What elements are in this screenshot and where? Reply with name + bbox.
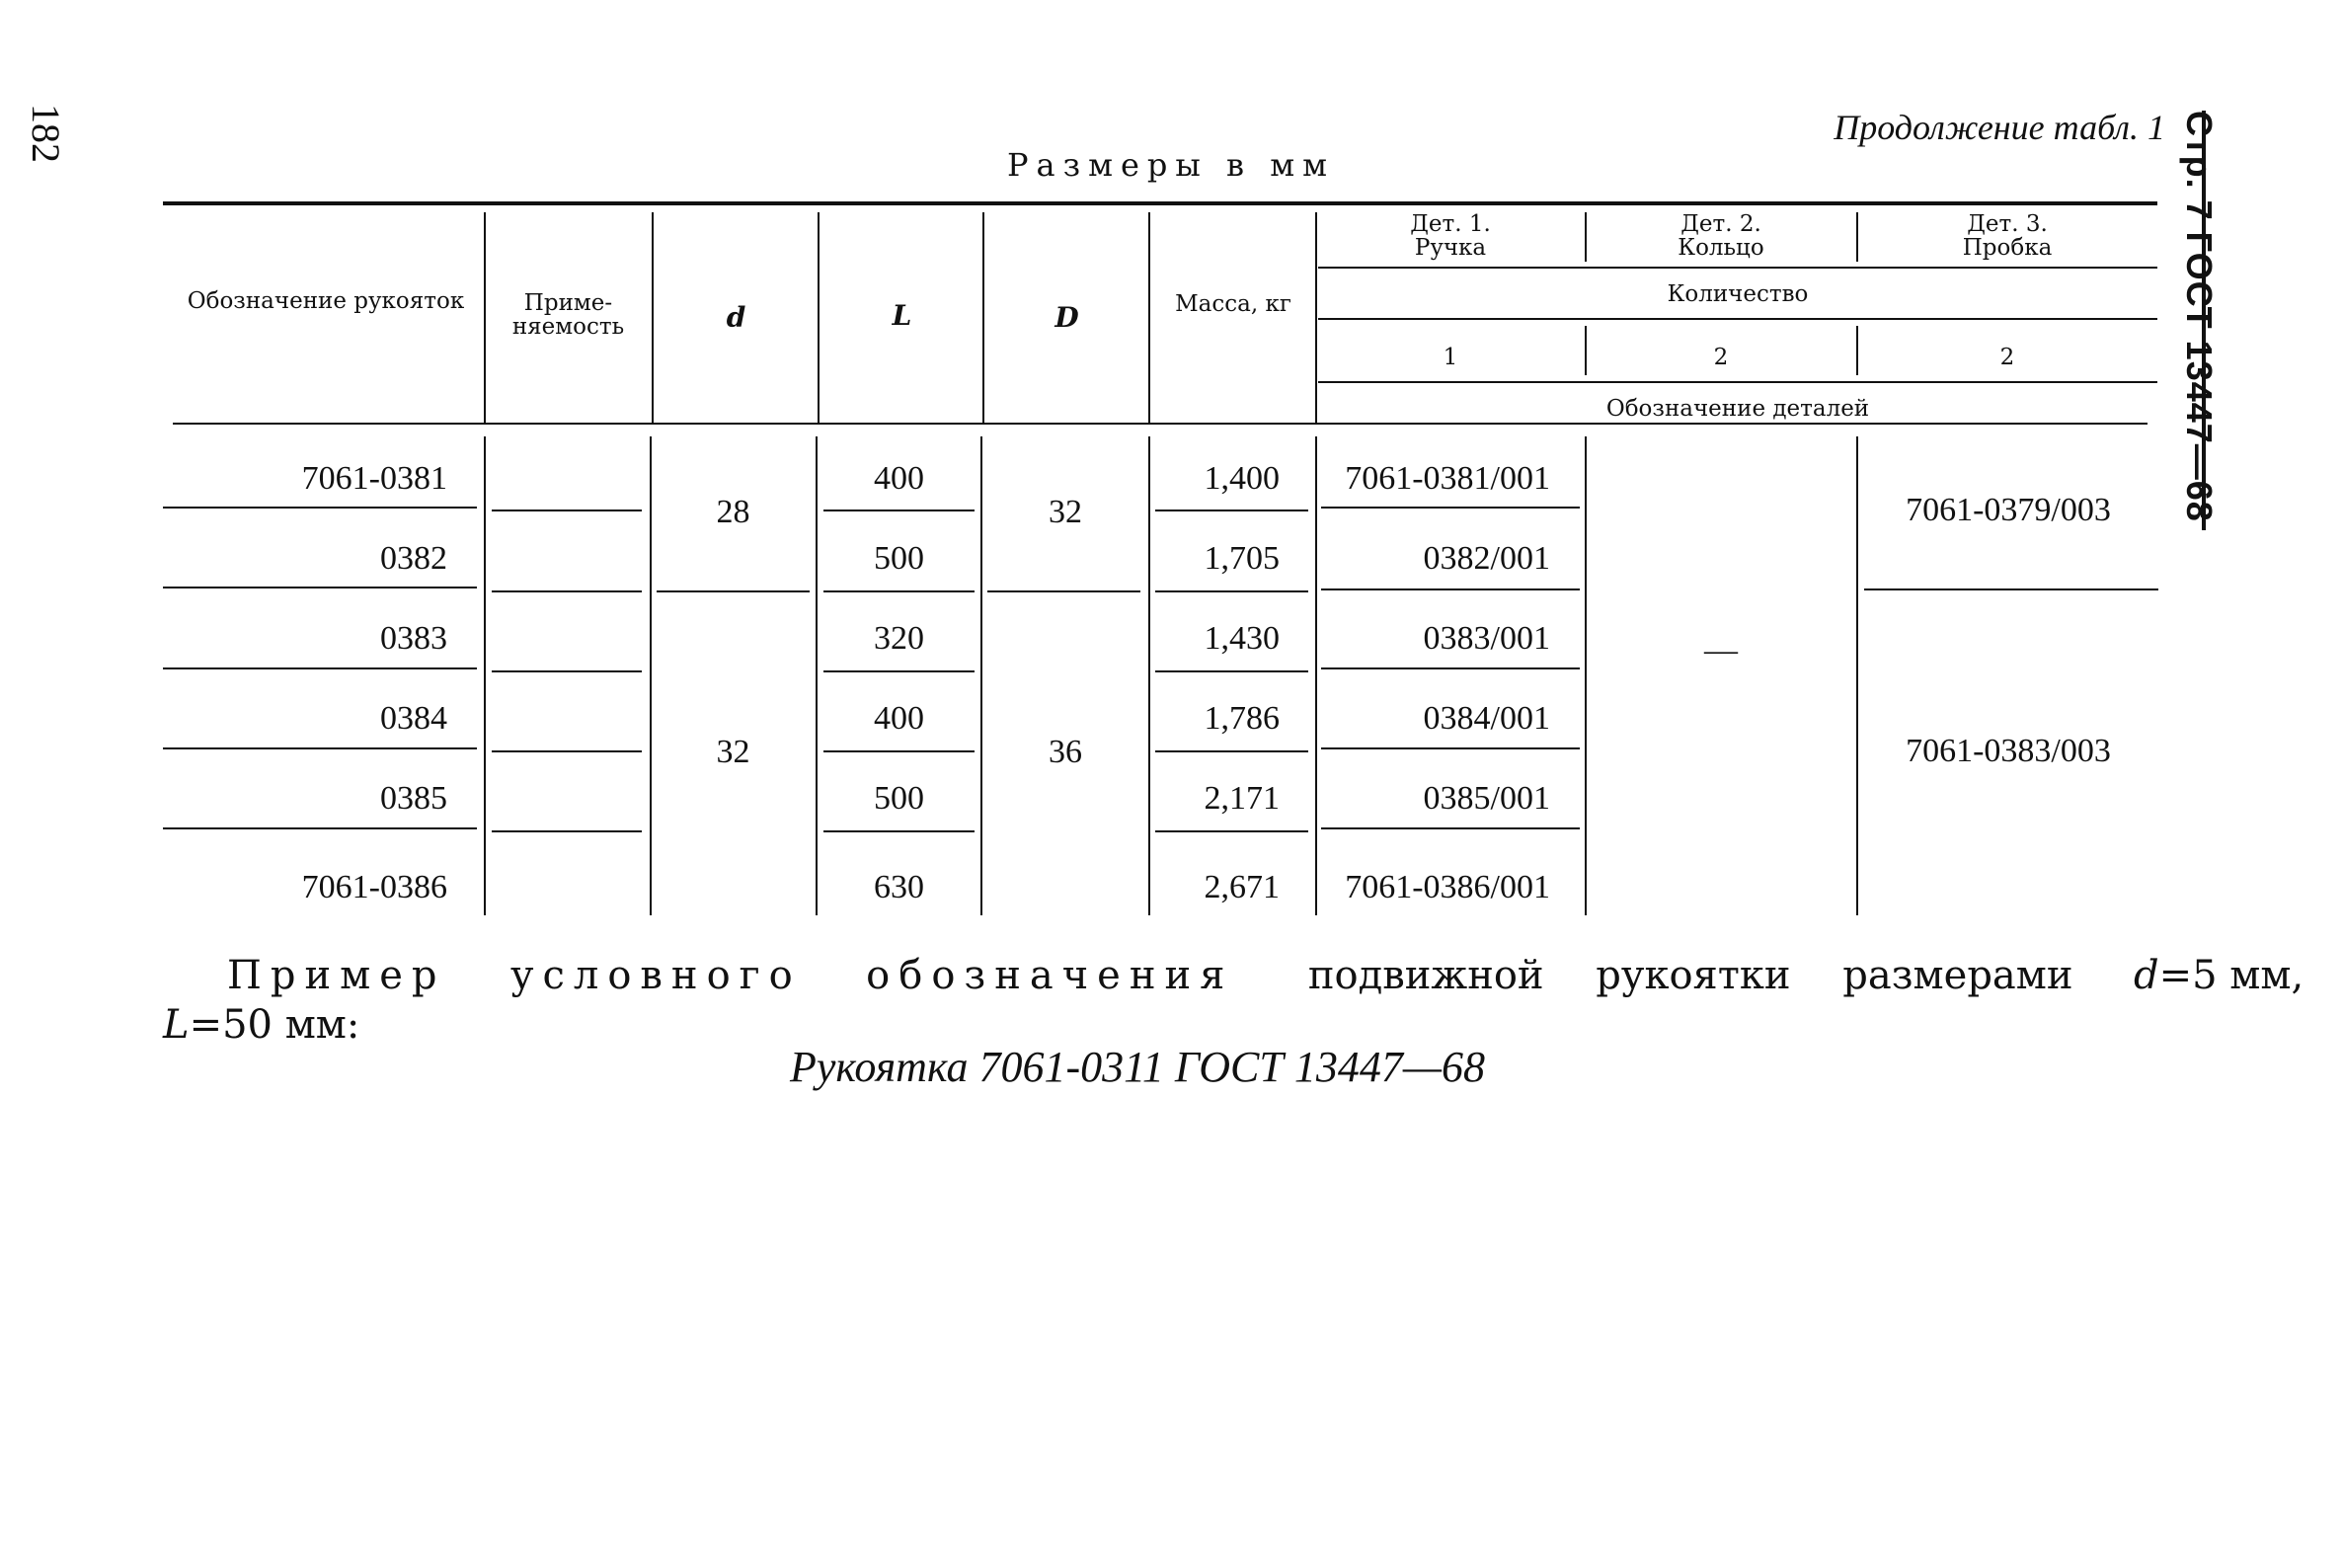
row-rule	[823, 510, 975, 511]
header-d: d	[726, 301, 746, 334]
example-L-var: L	[163, 1002, 190, 1048]
row-rule	[1321, 588, 1580, 590]
table-title: Размеры в мм	[1007, 146, 1335, 184]
row-rule	[1155, 510, 1308, 511]
row3-L: 320	[874, 620, 924, 657]
row-rule	[1155, 670, 1308, 672]
d-group1: 28	[716, 494, 750, 530]
row4-designation: 0384	[380, 700, 447, 737]
row6-designation: 7061-0386	[301, 869, 447, 905]
header-divider	[1585, 326, 1587, 375]
header-qty1: 1	[1443, 345, 1458, 370]
table-top-rule	[163, 201, 2157, 205]
header-rule	[1318, 381, 2157, 383]
row6-L: 630	[874, 869, 924, 905]
row-rule	[1321, 827, 1580, 829]
row5-det1: 0385/001	[1423, 780, 1550, 817]
header-det1-number: Дет. 1.	[1410, 211, 1491, 237]
body-divider	[1315, 436, 1317, 915]
header-mass: Масса, кг	[1175, 291, 1291, 317]
header-rule	[1318, 267, 2157, 269]
row-rule	[1864, 588, 2158, 590]
row-rule	[1321, 507, 1580, 509]
D-group1: 32	[1049, 494, 1082, 530]
example-line2	[163, 1002, 359, 1048]
row2-det1: 0382/001	[1423, 540, 1550, 577]
header-designation: Обозначение рукояток	[187, 288, 465, 314]
row3-det1: 0383/001	[1423, 620, 1550, 657]
row3-mass: 1,430	[1204, 620, 1280, 657]
row6-det1: 7061-0386/001	[1345, 869, 1550, 905]
header-det2-name: Кольцо	[1678, 235, 1764, 261]
header-rule	[1318, 318, 2157, 320]
det3-group2: 7061-0383/003	[1906, 733, 2111, 769]
header-parts-designation: Обозначение деталей	[1605, 396, 1870, 422]
example-line1	[227, 953, 2304, 998]
example-d-val: =5 мм,	[2158, 953, 2304, 998]
body-divider	[484, 436, 486, 915]
row-rule	[492, 510, 642, 511]
body-divider	[1148, 436, 1150, 915]
row4-mass: 1,786	[1204, 700, 1280, 737]
header-divider	[652, 212, 654, 423]
header-det3-name: Пробка	[1962, 235, 2053, 261]
example-designation: Рукоятка 7061-0311 ГОСТ 13447—68	[790, 1043, 1485, 1091]
row6-mass: 2,671	[1204, 869, 1280, 905]
header-divider	[484, 212, 486, 423]
continuation-label: Продолжение табл. 1	[1834, 108, 2165, 147]
row3-designation: 0383	[380, 620, 447, 657]
example-word3: обозначения	[866, 953, 1234, 998]
row-rule	[823, 670, 975, 672]
header-divider	[1148, 212, 1150, 423]
row4-det1: 0384/001	[1423, 700, 1550, 737]
running-header: Стр. 7 ГОСТ 13447—68	[2179, 111, 2220, 522]
row5-mass: 2,171	[1204, 780, 1280, 817]
body-divider	[1856, 436, 1858, 915]
header-divider	[1856, 212, 1858, 262]
example-L-val: =50 мм:	[189, 1002, 360, 1048]
header-det1	[1318, 212, 1583, 260]
d-group2: 32	[716, 734, 750, 770]
header-qty3: 2	[1999, 345, 2015, 370]
header-qty2: 2	[1713, 345, 1729, 370]
row-rule	[163, 827, 477, 829]
header-det3-number: Дет. 3.	[1967, 211, 2048, 237]
header-quantity: Количество	[1667, 281, 1809, 307]
row-rule	[163, 587, 477, 588]
row-rule	[163, 667, 477, 669]
row-rule	[163, 507, 477, 509]
row-rule	[163, 747, 477, 749]
row-rule	[1155, 750, 1308, 752]
header-bottom-rule	[173, 423, 2148, 425]
body-divider	[1585, 436, 1587, 915]
row5-L: 500	[874, 780, 924, 817]
row2-mass: 1,705	[1204, 540, 1280, 577]
row1-designation: 7061-0381	[301, 460, 447, 497]
header-det2	[1588, 212, 1854, 260]
example-rest: подвижной рукоятки размерами	[1307, 953, 2073, 998]
header-divider	[1315, 212, 1317, 423]
row-rule	[492, 590, 642, 592]
example-d-var: d	[2134, 953, 2159, 998]
row1-det1: 7061-0381/001	[1345, 460, 1550, 497]
header-divider	[1856, 326, 1858, 375]
header-applicability: Приме- няемость	[511, 290, 625, 340]
row-rule	[492, 830, 642, 832]
row-rule	[1155, 590, 1308, 592]
row-rule	[1155, 830, 1308, 832]
body-divider	[816, 436, 818, 915]
page-number: 182	[24, 104, 68, 163]
row-rule	[987, 590, 1140, 592]
row-rule	[492, 670, 642, 672]
header-det1-name: Ручка	[1414, 235, 1487, 261]
header-D: D	[1054, 301, 1079, 334]
header-divider	[818, 212, 820, 423]
row2-L: 500	[874, 540, 924, 577]
row2-designation: 0382	[380, 540, 447, 577]
row-rule	[657, 590, 810, 592]
header-L: L	[892, 299, 912, 332]
example-word1: Пример	[227, 953, 446, 998]
row1-L: 400	[874, 460, 924, 497]
header-det3	[1859, 212, 2155, 260]
row-rule	[492, 750, 642, 752]
row-rule	[823, 830, 975, 832]
row-rule	[823, 750, 975, 752]
det3-group1: 7061-0379/003	[1906, 492, 2111, 528]
row-rule	[1321, 667, 1580, 669]
row5-designation: 0385	[380, 780, 447, 817]
row4-L: 400	[874, 700, 924, 737]
D-group2: 36	[1049, 734, 1082, 770]
row1-mass: 1,400	[1204, 460, 1280, 497]
example-word2: условного	[509, 953, 802, 998]
row-rule	[1321, 747, 1580, 749]
row-rule	[823, 590, 975, 592]
header-det2-number: Дет. 2.	[1680, 211, 1761, 237]
header-divider	[1585, 212, 1587, 262]
det2-dash: —	[1704, 632, 1738, 668]
